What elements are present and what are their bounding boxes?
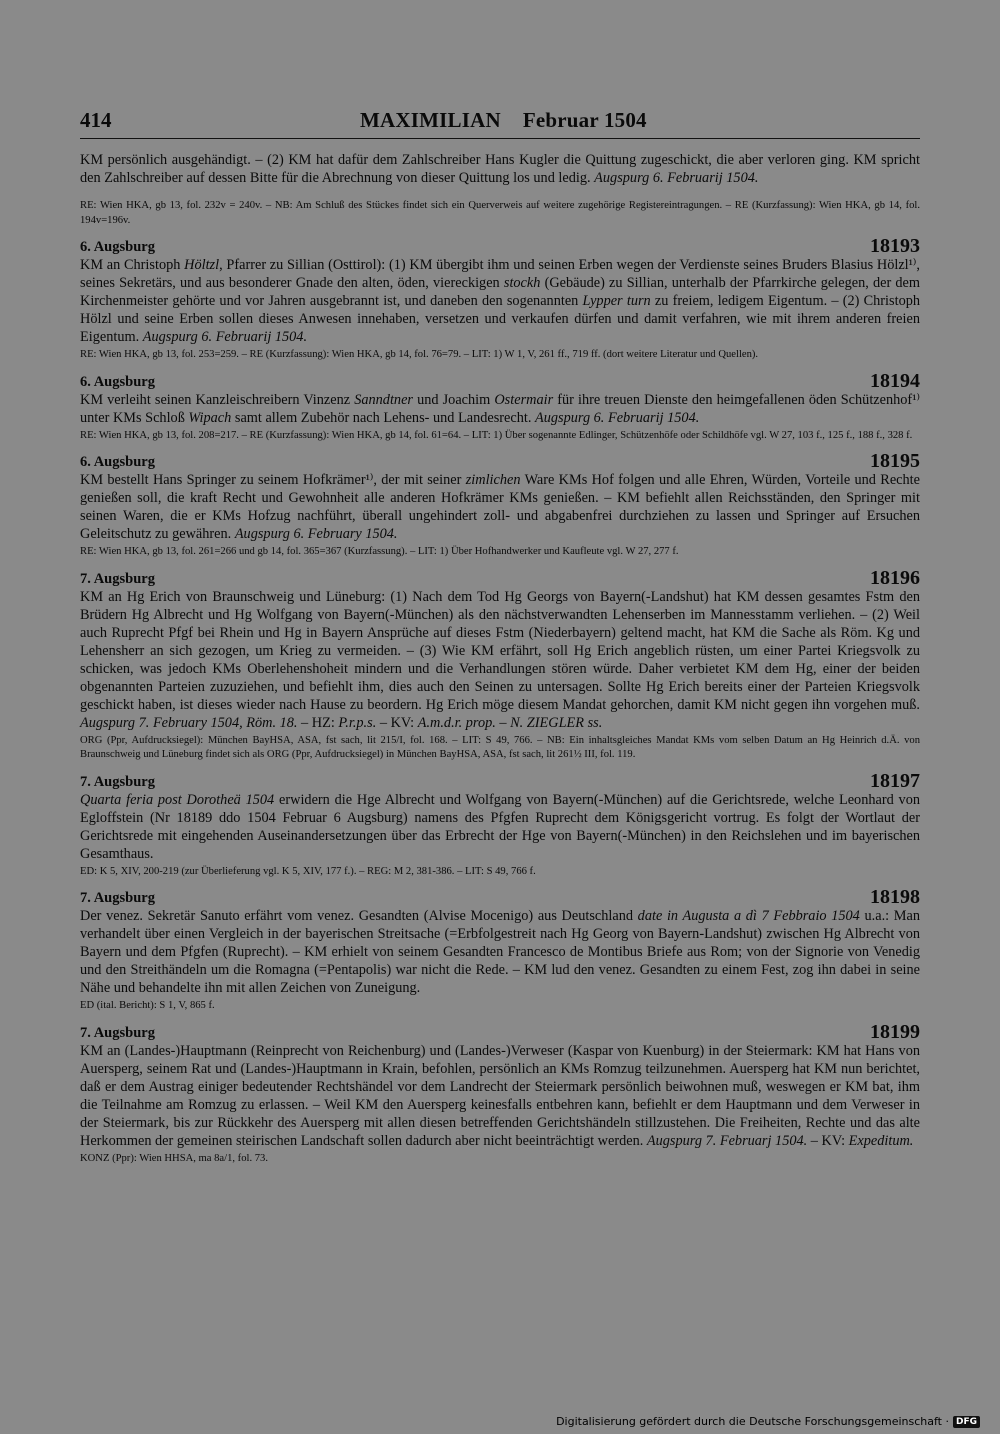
title-main: MAXIMILIAN [360, 108, 501, 132]
entry-18198 [80, 887, 920, 1014]
running-title [360, 108, 647, 133]
entry-place: 7. Augsburg [80, 570, 155, 587]
entry-head [80, 568, 920, 588]
entry-number: 18199 [870, 1020, 920, 1043]
entry-head [80, 236, 920, 256]
title-date: Februar 1504 [522, 108, 647, 132]
footer-credit [556, 1415, 980, 1428]
entry-text: Quarta feria post Dorotheä 1504 erwidern die Hge Albrecht und Wolfgang von Bayern(-München) auf die Gerichtsrede, welche Leonhard von Egloffstein (Nr 18189 ddo 1504 Februar 6 Augsburg) namens des Pfgfen Ruprecht dem Königsgericht vortrug. Es folgt der Wortlaut der Gerichtsrede mit eingehenden Auseinandersetzungen über das Erbrecht der Hge von Bayern(-München) in den Reichslehen und im bayerischen Gesamthaus. [80, 791, 920, 862]
dfg-logo-icon: DFG [953, 1416, 980, 1428]
entry-place: 6. Augsburg [80, 239, 155, 255]
entry-place: 7. Augsburg [80, 1024, 155, 1041]
footer-credit-text: Digitalisierung gefördert durch die Deutsche Forschungsgemeinschaft · [556, 1415, 949, 1428]
entry-number: 18195 [870, 450, 920, 472]
document-page [80, 108, 920, 1166]
entry-number: 18193 [870, 235, 920, 257]
entry-source: KONZ (Ppr): Wien HHSA, ma 8a/1, fol. 73. [80, 1152, 268, 1164]
entry-text: KM an (Landes-)Hauptmann (Reinprecht von Reichenburg) und (Landes-)Verweser (Kaspar von Kuenburg) in der Steiermark: KM hat Hans von Auersperg, seinem Rat und (Landes-)Hauptmann in Krain, befohlen, persönlich an KMs Romzug teilzunehmen. Auersperg hat KM nun berichtet, daß er dem Austrag einiger bedeutender Rechtshändel vor dem Landrecht der Steiermark persönlich beiwohnen muß, weswegen er KM bat, ihm die Teilnahme am Romzug zu erlassen. – Weil KM den Auersperg keinesfalls entbehren kann, befiehlt er dem Hauptmann und dem Verweser in der Steiermark, bis zur Rückkehr des Auersperg mit allen diesen betreffenden Gerichtshändeln stillzustehen. Die Freiheiten, Rechte und das alte Herkommen der gemeinen steirischen Landschaft sollen dadurch aber nicht beeinträchtigt werden. Augspurg 7. Februarj 1504. – KV: Expeditum. [80, 1042, 920, 1149]
entry-number: 18194 [870, 369, 920, 392]
entry-head [80, 1022, 920, 1042]
entry-18197 [80, 771, 920, 880]
entry-number: 18198 [870, 886, 920, 908]
entry-source: ORG (Ppr, Aufdrucksiegel): München BayHSA, ASA, fst sach, lit 215/I, fol. 168. – LIT: S 49, 766. – NB: Ein inhaltsgleiches Mandat KMs vom selben Datum an Hg Heinrich d.Ä. von Braunschweig und Lüneburg findet sich als ORG (Ppr, Aufdrucksiegel) in München BayHSA, ASA, fst sach, lit 261½ III, fol. 119. [80, 734, 920, 760]
running-header [80, 108, 920, 139]
intro-text [80, 151, 920, 187]
entry-place: 7. Augsburg [80, 890, 155, 906]
entry-text: KM bestellt Hans Springer zu seinem Hofkrämer¹⁾, der mit seiner zimlichen Ware KMs Hof folgen und alle Ehren, Würden, Vorteile und Rechte genießen soll, die kraft Recht und Gewohnheit alle anderen Hofkrämer KMs genießen. – KM befiehlt allen Reichsständen, den Springer mit seinen Waren, die er KMs Hofzug nachführt, überall ungehindert zoll- und abgabenfrei durchziehen zu lassen und Springer auf Ersuchen Geleitschutz zu gewähren. Augspurg 6. February 1504. [80, 472, 920, 542]
entry-18199 [80, 1022, 920, 1167]
entry-place: 6. Augsburg [80, 373, 155, 390]
entry-number: 18196 [870, 566, 920, 589]
intro-source: RE: Wien HKA, gb 13, fol. 232v = 240v. – NB: Am Schluß des Stückes findet sich ein Querverweis auf weitere zugehörige Registereintragungen. – RE (Kurzfassung): Wien HKA, gb 14, fol. 194v=196v. [80, 200, 920, 226]
entry-18194 [80, 371, 920, 444]
entry-source: ED (ital. Bericht): S 1, V, 865 f. [80, 1000, 215, 1011]
entry-place: 7. Augsburg [80, 773, 155, 790]
page-number: 414 [80, 108, 112, 132]
entry-source: RE: Wien HKA, gb 13, fol. 261=266 und gb 14, fol. 365=367 (Kurzfassung). – LIT: 1) Über Hofhandwerker und Kaufleute vgl. W 27, 277 f. [80, 546, 679, 557]
page-content [80, 151, 920, 1166]
entry-source: RE: Wien HKA, gb 13, fol. 208=217. – RE (Kurzfassung): Wien HKA, gb 14, fol. 61=64. – LIT: 1) Über sogenannte Edlinger, Schützenhöfe oder Schildhöfe vgl. W 27, 103 f., 125 f., 188 f., 328 f. [80, 429, 913, 441]
entry-source: ED: K 5, XIV, 200-219 (zur Überlieferung vgl. K 5, XIV, 177 f.). – REG: M 2, 381-386. – LIT: S 49, 766 f. [80, 865, 536, 877]
entry-source: RE: Wien HKA, gb 13, fol. 253=259. – RE (Kurzfassung): Wien HKA, gb 14, fol. 76=79. – LIT: 1) W 1, V, 261 ff., 719 ff. (dort weitere Literatur und Quellen). [80, 349, 759, 360]
entry-text: KM an Hg Erich von Braunschweig und Lüneburg: (1) Nach dem Tod Hg Georgs von Bayern(-Landshut) hat KM dessen gesamtes Fstm den Brüdern Hg Albrecht und Hg Wolfgang von Bayern(-München) als den nächstverwandten Lehenserben im Mannesstamm verliehen. – (2) Weil auch Ruprecht Pfgf bei Rhein und Hg in Bayern Ansprüche auf dieses Fstm (Niederbayern) geltend macht, hat KM die Sache als Röm. Kg und Lehensherr an sich gezogen, um Krieg zu vermeiden. – (3) Wie KM erfährt, soll Hg Erich angeblich rüsten, um einer Partei Kriegsvolk zu schicken, was jedoch KMs Oberlehenshoheit mindern und die Verhandlungen stören würde. Daher verbietet KM dem Hg, einer der beiden obgenannten Parteien zuzuziehen, und befiehlt ihm, dies auch den Seinen zu untersagen. Sollte Hg Erich bereits einer der Parteien Kriegsvolk geschickt haben, ist dieses wieder nach Hause zu beordern. Hg Erich möge diesem Mandat gehorchen, damit KM nicht gegen ihn vorgehen muß. Augspurg 7. February 1504, Röm. 18. – HZ: P.r.p.s. – KV: A.m.d.r. prop. – N. ZIEGLER ss. [80, 588, 920, 731]
entry-text: KM verleiht seinen Kanzleischreibern Vinzenz Sanndtner und Joachim Ostermair für ihre treuen Dienste den heimgefallenen öden Schützenhof¹⁾ unter KMs Schloß Wipach samt allem Zubehör nach Lehens- und Landesrecht. Augspurg 6. Februarij 1504. [80, 391, 920, 426]
entry-text: KM an Christoph Höltzl, Pfarrer zu Sillian (Osttirol): (1) KM übergibt ihm und seinen Erben wegen der Verdienste seines Bruders Blasius Hölzl¹⁾, seines Sekretärs, und aus besonderer Gnade den alten, öden, viereckigen stockh (Gebäude) zu Sillian, unterhalb der Pfarrkirche gelegen, der dem Kirchenmeister gehörte und vor Jahren ausgebrannt ist, und daneben den sogenannten Lypper turn zu freiem, ledigem Eigentum. – (2) Christoph Hölzl und seine Erben sollen dieses Anwesen innehaben, versetzen und verkaufen dürfen und damit verfahren, wie mit ihrem anderen freien Eigentum. Augspurg 6. Februarij 1504. [80, 257, 921, 345]
entry-head [80, 371, 920, 391]
entry-head [80, 771, 920, 791]
entry-head [80, 451, 920, 471]
intro-text-italic: Augspurg 6. Februarij 1504. [594, 170, 759, 186]
entry-18195 [80, 451, 920, 560]
entry-number: 18197 [870, 769, 920, 792]
entry-text: Der venez. Sekretär Sanuto erfährt vom venez. Gesandten (Alvise Mocenigo) aus Deutschland date in Augusta a dì 7 Febbraio 1504 u.a.: Man verhandelt über einen Vergleich in der bayerischen Streitsache (=Erbfolgestreit nach Hg Georg von Bayern-Landshut) zwischen Hg Albrecht von Bayern und dem Pfgfen (Ruprecht). – KM erhielt von seinem Gesandten Francesco de Montibus Briefe aus Rom; von der Signorie von Venedig und den Streithändeln um die Romagna (=Pentapolis) war nicht die Rede. – KM lud den venez. Gesandten zu einem Fest, zog ihn dabei in seine Nähe und behandelte ihn mit allen Zeichen von Zuneigung. [80, 908, 920, 996]
intro-text-a: KM persönlich ausgehändigt. – (2) KM hat dafür dem Zahlschreiber Hans Kugler die Quittung zugeschickt, die aber verloren ging. KM spricht den Zahlschreiber auf dessen Bitte für die Abrechnung von dieser Quittung los und ledig. [80, 152, 920, 186]
entry-head [80, 887, 920, 907]
entry-place: 6. Augsburg [80, 454, 155, 470]
entry-18196 [80, 568, 920, 763]
entry-18193 [80, 236, 920, 363]
